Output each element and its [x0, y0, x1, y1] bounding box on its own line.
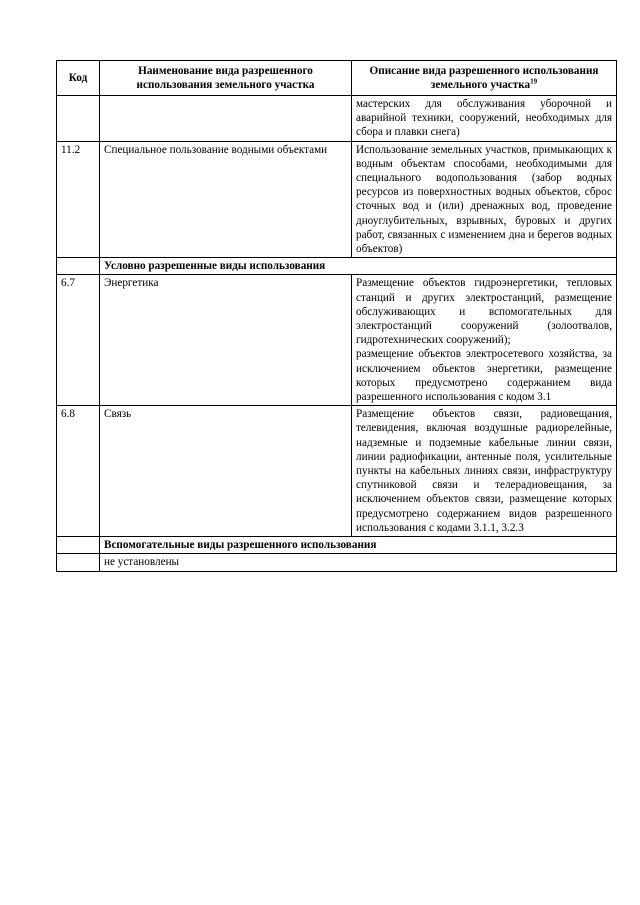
land-use-table — [56, 60, 617, 572]
cell-code: 6.7 — [57, 275, 100, 406]
auxiliary-value: не установлены — [100, 554, 617, 571]
cell-code: 11.2 — [57, 141, 100, 258]
cell-name: Энергетика — [100, 275, 352, 406]
cell-name: Связь — [100, 406, 352, 537]
section-title-conditional: Условно разрешенные виды использования — [100, 258, 617, 275]
footnote-marker: 19 — [530, 77, 538, 86]
section-empty-cell — [57, 537, 100, 554]
cell-code — [57, 96, 100, 142]
document-page — [56, 60, 616, 572]
header-description-text: Описание вида разрешенного использования земельного участка — [369, 64, 599, 91]
cell-description: мастерских для обслуживания уборочной и аварийной техники, сооружений, необходимых для сбора и плавки снега) — [352, 96, 617, 142]
table-header-row — [57, 61, 617, 96]
cell-description — [352, 275, 617, 406]
description-paragraph: размещение объектов электросетевого хозяйства, за исключением объектов энергетики, размещение которых предусмотрено содержанием вида разрешенного использования с кодом 3.1 — [356, 348, 612, 404]
cell-description: Размещение объектов связи, радиовещания, телевидения, включая воздушные радиорелейные, надземные и подземные кабельные линии связи, линии радиофикации, антенные поля, усилительные пункты на кабельных линиях связи, инфраструктуру спутниковой связи и телерадиовещания, за исключением объектов связи, размещение которых предусмотрено содержанием видов разрешенного использования с кодами 3.1.1, 3.2.3 — [352, 406, 617, 537]
description-paragraph: Размещение объектов гидроэнергетики, тепловых станций и других электростанций, размещение обслуживающих и вспомогательных для электростанций сооружений (золоотвалов, гидротехнических сооружений); — [356, 277, 612, 347]
section-title-auxiliary: Вспомогательные виды разрешенного использования — [100, 537, 617, 554]
section-row — [57, 537, 617, 554]
cell-name: Специальное пользование водными объектами — [100, 141, 352, 258]
cell-code: 6.8 — [57, 406, 100, 537]
section-empty-cell — [57, 554, 100, 571]
header-code: Код — [57, 61, 100, 96]
table-row — [57, 96, 617, 142]
table-row — [57, 141, 617, 258]
header-name: Наименование вида разрешенного использования земельного участка — [100, 61, 352, 96]
header-description — [352, 61, 617, 96]
table-row — [57, 554, 617, 571]
table-row — [57, 406, 617, 537]
section-empty-cell — [57, 258, 100, 275]
table-row — [57, 275, 617, 406]
cell-name — [100, 96, 352, 142]
section-row — [57, 258, 617, 275]
cell-description: Использование земельных участков, примыкающих к водным объектам способами, необходимыми для специального водопользования (забор водных ресурсов из поверхностных водных объектов, сброс сточных вод и (или) дренажных вод, проведение дноуглубительных, взрывных, буровых и других работ, связанных с изменением дна и берегов водных объектов) — [352, 141, 617, 258]
